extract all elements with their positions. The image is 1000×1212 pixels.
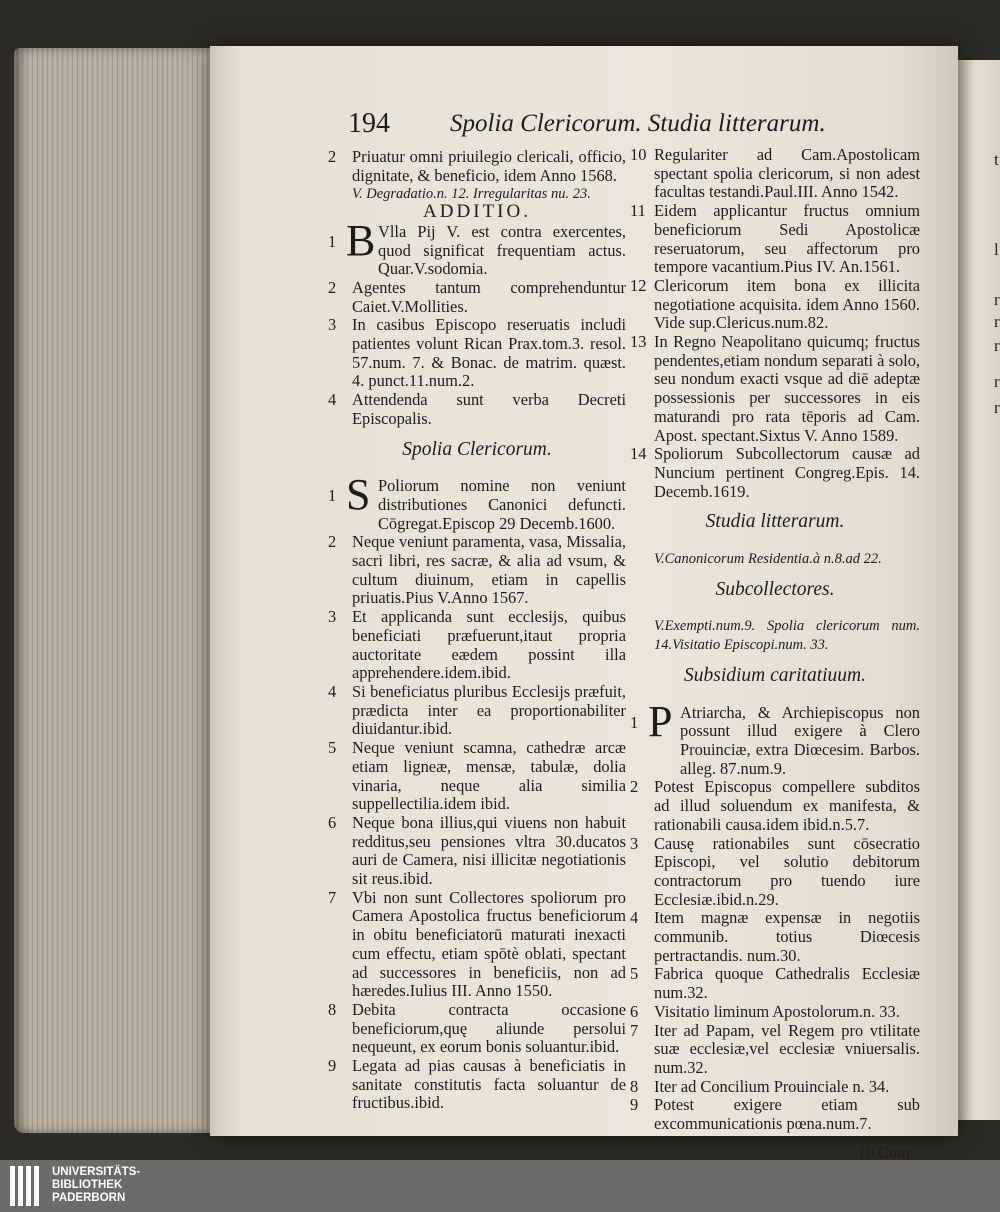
entry-text: Poliorum nomine non veniunt distributiones Canonici defuncti. Cōgregat.Episcop 29 Decemb.1600. — [378, 476, 626, 533]
section-heading: Subsidium caritatiuum. — [683, 664, 866, 686]
entry-text: Iter ad Papam, vel Regem pro vtilitate suæ ecclesiæ,vel ecclesiæ vniuersalis. num.32. — [654, 1020, 920, 1077]
left-column — [328, 148, 626, 1113]
entry — [630, 277, 920, 333]
entry — [630, 333, 920, 445]
next-page-glyph: r — [994, 290, 1000, 309]
entry-text: Clericorum item bona ex illicita negotiatione acquisita. idem Anno 1560. Vide sup.Clericus.num.82. — [654, 275, 920, 333]
entry-text: Attendenda sunt verba Decreti Episcopalis. — [352, 390, 626, 428]
entry-number: 2 — [328, 532, 337, 552]
entry-number: 7 — [630, 1020, 639, 1040]
entry-text: Legata ad pias causas à beneficiatis in sanitate constitutis facta soluantur de fructibus.ibid. — [352, 1056, 626, 1113]
section-heading: Spolia Clericorum. — [402, 438, 552, 460]
entry — [630, 1003, 920, 1022]
entry-number: 13 — [630, 332, 647, 352]
library-name-line: PADERBORN — [52, 1192, 126, 1204]
entry — [328, 316, 626, 391]
library-name-line: UNIVERSITÄTS- — [52, 1166, 141, 1178]
entry-text: Item magnæ expensæ in negotiis communib. totius Diœcesis pertractandis. num.30. — [654, 908, 920, 965]
entry-text: Vlla Pij V. est contra exercentes, quod significat frequentiam actus. Quar.V.sodomia. — [378, 221, 626, 279]
entry-text: Regulariter ad Cam.Apostolicam spectant spolia clericorum, si non adest facultas testandi.Paul.III. Anno 1542. — [654, 145, 920, 202]
library-logo-icon — [10, 1166, 44, 1206]
library-name-line: BIBLIOTHEK — [52, 1179, 123, 1191]
entry — [328, 608, 626, 683]
entry-with-initial — [328, 470, 626, 533]
entry-text: Debita contracta occasione beneficiorum,quę aliunde persolui nequeunt, ex eorum bonis soluantur.ibid. — [352, 999, 626, 1057]
entry — [630, 146, 920, 202]
entry-text: Vbi non sunt Collectores spoliorum pro Camera Apostolica fructus beneficiorum in obitu beneficiatorū maturati inexacti cum effectu, etiam spōtè oblati, spectant ad successores in beneficiis, non ad hæredes.Iulius III. Anno 1550. — [352, 887, 626, 1001]
entry-text: Atriarcha, & Archiepiscopus non possunt illud exigere à Clero Prouinciæ, extra Diœcesim. Barbos. alleg. 87.num.9. — [680, 702, 920, 778]
entry-number: 2 — [328, 277, 337, 297]
next-page-glyph: r — [994, 398, 1000, 417]
cross-reference: V. Degradatio.n. 12. Irregularitas nu. 23. — [352, 186, 591, 203]
entry — [328, 391, 626, 428]
book-page-edges — [14, 48, 224, 1133]
entry — [630, 1096, 920, 1133]
entry — [328, 1001, 626, 1057]
entry-text: Fabrica quoque Cathedralis Ecclesiæ num.32. — [654, 964, 920, 1003]
entry — [328, 148, 626, 185]
entry-number: 9 — [328, 1056, 337, 1076]
entry-with-initial — [328, 215, 626, 279]
entry-number: 3 — [328, 607, 337, 627]
entry-text: Et applicanda sunt ecclesijs, quibus beneficiati præfuerunt,itaut propria auctoritate eædem possint illa apprehendere.idem.ibid. — [352, 607, 626, 683]
entry — [630, 778, 920, 834]
catchword: 10 Cum — [857, 1142, 910, 1160]
entry-text: In Regno Neapolitano quicumq; fructus pendentes,etiam nondum separati à solo, seu nondum exacti vsque ad diē adeptæ possessionis per successores in eis maturandi pro rata tēporis ad Cam. Apost. spectant.Sixtus V. Anno 1589. — [654, 332, 920, 445]
entry-number: 8 — [630, 1076, 639, 1096]
entry-number: 1 — [328, 486, 337, 506]
right-column — [630, 146, 920, 1160]
addition-heading: ADDITIO. — [423, 201, 531, 223]
entry — [328, 533, 626, 608]
entry-number: 11 — [630, 201, 646, 221]
entry-text: Neque veniunt paramenta, vasa, Missalia, sacri libri, res sacræ, & alia ad vsum, & cultum diuinum, etiam in capellis priuatis.Pius V.Anno 1567. — [352, 532, 626, 608]
entry-number: 4 — [328, 390, 337, 410]
entry-number: 6 — [328, 812, 337, 832]
entry-with-initial — [630, 696, 920, 779]
entry-number: 7 — [328, 887, 337, 907]
entry-text: Potest Episcopus compellere subditos ad illud soluendum ex manifesta, & rationabili causa.idem ibid.n.5.7. — [654, 777, 920, 834]
section-heading: Subcollectores. — [715, 578, 835, 600]
library-name — [52, 1166, 140, 1205]
library-footer — [0, 1160, 1000, 1212]
drop-capital: P — [648, 696, 673, 746]
next-page-glyph: r — [994, 372, 1000, 391]
entry-text: Priuatur omni priuilegio clericali, officio, dignitate, & beneficio, idem Anno 1568. — [352, 147, 626, 185]
entry-number: 8 — [328, 999, 337, 1019]
entry-number: 14 — [630, 444, 647, 464]
next-page-glyph: r — [994, 336, 1000, 355]
entry-text: In casibus Episcopo reseruatis includi patientes volunt Rican Prax.tom.3. resol. 57.num. 7. & Bonac. de matrim. quæst. 4. punct.11.num.2. — [352, 315, 626, 391]
entry — [630, 445, 920, 501]
entry — [630, 1078, 920, 1097]
entry-text: Causę rationabiles sunt cōsecratio Episcopi, vel solutio debitorum contractorum pro tuendo iure Ecclesiæ.ibid.n.29. — [654, 833, 920, 909]
running-title: Spolia Clericorum. Studia litterarum. — [450, 110, 826, 137]
entry-number: 10 — [630, 145, 647, 164]
entry-number: 12 — [630, 275, 647, 295]
drop-capital: B — [346, 215, 376, 265]
entry — [328, 814, 626, 889]
entry-number: 9 — [630, 1095, 639, 1115]
entry-text: Iter ad Concilium Prouinciale n. 34. — [654, 1076, 890, 1096]
entry-number: 1 — [328, 231, 337, 251]
next-page-edge — [958, 60, 1000, 1120]
entry — [328, 279, 626, 316]
entry — [630, 202, 920, 277]
entry-text: Agentes tantum comprehenduntur Caiet.V.Mollities. — [352, 277, 626, 316]
entry-number: 4 — [630, 908, 639, 928]
entry-number: 5 — [328, 738, 337, 758]
drop-capital: S — [346, 470, 371, 520]
entry-text: Neque bona illius,qui viuens non habuit redditus,seu pensiones vltra 30.ducatos auri de Camera, nisi illicitæ negotiationis sit reus.ibid. — [352, 812, 626, 889]
entry — [630, 965, 920, 1002]
entry-number: 2 — [630, 777, 639, 797]
entry-text: Neque veniunt scamna, cathedræ arcæ etiam ligneæ, mensæ, tabulæ, dolia vinaria, neque alia similia suppellectilia.idem ibid. — [352, 738, 626, 814]
entry-text: Si beneficiatus pluribus Ecclesijs præfuit, prædicta inter ea proportionabiliter diuidantur.ibid. — [352, 681, 626, 739]
entry — [328, 739, 626, 814]
entry — [328, 1057, 626, 1113]
page-number: 194 — [348, 108, 390, 139]
entry-number: 2 — [328, 147, 337, 166]
entry — [630, 909, 920, 965]
entry-number: 3 — [328, 315, 337, 335]
entry-number: 4 — [328, 681, 337, 701]
entry-text: Spoliorum Subcollectorum causæ ad Nuncium pertinent Congreg.Epis. 14. Decemb.1619. — [654, 444, 920, 501]
cross-reference: V.Exempti.num.9. Spolia clericorum num. 14.Visitatio Episcopi.num. 33. — [654, 618, 920, 654]
entry-number: 5 — [630, 964, 639, 984]
entry-text: Potest exigere etiam sub excommunicationis pœna.num.7. — [654, 1095, 920, 1134]
next-page-glyph: l — [994, 240, 999, 259]
entry — [630, 835, 920, 910]
entry-text: Visitatio liminum Apostolorum.n. 33. — [654, 1001, 900, 1021]
page-header — [348, 104, 908, 144]
entry-number: 6 — [630, 1001, 639, 1021]
cross-reference: V.Canonicorum Residentia.à n.8.ad 22. — [654, 551, 882, 568]
entry-text: Eidem applicantur fructus omnium beneficiorum Sedi Apostolicæ reseruatorum, seu affectorum pro tempore vacantium.Pius IV. An.1561. — [654, 201, 920, 277]
entry-number: 3 — [630, 833, 639, 853]
next-page-glyph: t — [994, 150, 999, 169]
entry — [328, 889, 626, 1001]
entry-number: 1 — [630, 712, 639, 732]
entry — [630, 1022, 920, 1078]
next-page-glyph: r — [994, 312, 1000, 331]
entry — [328, 683, 626, 739]
section-heading: Studia litterarum. — [705, 511, 845, 533]
